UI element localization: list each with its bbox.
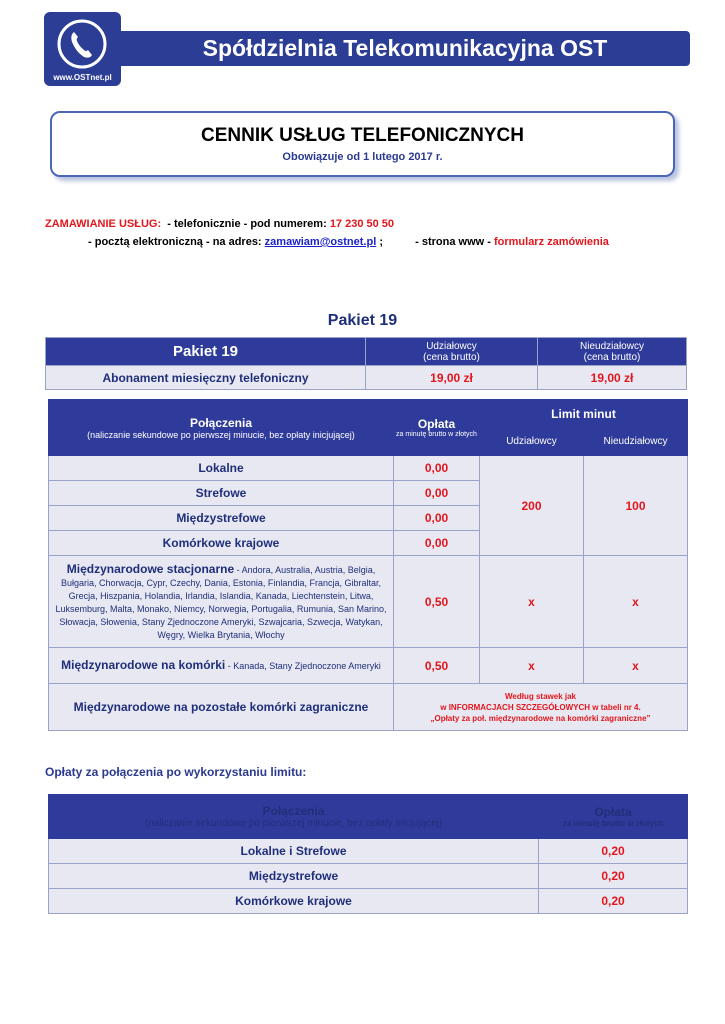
header-connections bbox=[49, 795, 539, 839]
row-label: Strefowe bbox=[49, 481, 394, 506]
subscription-label: Abonament miesięczny telefoniczny bbox=[46, 366, 366, 390]
package-name: Pakiet 19 bbox=[46, 338, 366, 366]
table-row bbox=[49, 889, 688, 914]
row-label: Komórkowe krajowe bbox=[49, 531, 394, 556]
ordering-line-1 bbox=[45, 218, 394, 230]
page-title: CENNIK USŁUG TELEFONICZNYCH bbox=[201, 125, 524, 146]
ordering-phone-number: 17 230 50 50 bbox=[329, 218, 395, 230]
col-shareholders-label: Udziałowcy bbox=[426, 340, 477, 352]
phone-icon bbox=[56, 18, 108, 70]
header-connections-label: Połączenia bbox=[189, 415, 253, 430]
header-fee-sub: za minutę brutto w złotych bbox=[562, 819, 664, 828]
order-form-link[interactable]: formularz zamówienia bbox=[493, 236, 609, 248]
other-note-line-3: „Opłaty za poł. międzynarodowe na komórki zagraniczne” bbox=[430, 713, 651, 723]
row-fee: 0,00 bbox=[394, 481, 480, 506]
subscription-price-non-shareholders: 19,00 zł bbox=[538, 366, 687, 390]
ordering-label: ZAMAWIANIE USŁUG: bbox=[45, 218, 162, 230]
intl-fixed-limit-non-shareholders: x bbox=[584, 556, 688, 648]
table-row bbox=[49, 648, 688, 684]
intl-mobile-countries: - Kanada, Stany Zjednoczone Ameryki bbox=[225, 660, 381, 671]
table-row bbox=[49, 684, 688, 731]
row-label: Lokalne i Strefowe bbox=[49, 839, 539, 864]
table-header bbox=[49, 795, 688, 839]
subscription-price-shareholders: 19,00 zł bbox=[366, 366, 538, 390]
ordering-www-text: - strona www - bbox=[415, 236, 491, 248]
table-row bbox=[46, 366, 687, 390]
after-limit-heading: Opłaty za połączenia po wykorzystaniu limitu: bbox=[45, 765, 307, 779]
ordering-line-2 bbox=[88, 236, 609, 248]
after-limit-table bbox=[48, 794, 688, 914]
header-connections bbox=[49, 400, 394, 456]
row-label: Międzystrefowe bbox=[49, 506, 394, 531]
other-mobile-note bbox=[394, 684, 688, 731]
table-row bbox=[49, 556, 688, 648]
other-note-line-1: Według stawek jak bbox=[505, 691, 576, 701]
ordering-email-text: - pocztą elektroniczną - na adres: bbox=[88, 236, 262, 248]
row-fee: 0,20 bbox=[539, 839, 688, 864]
table-header bbox=[49, 400, 688, 428]
header-fee bbox=[539, 795, 688, 839]
table-row bbox=[49, 839, 688, 864]
table-header bbox=[46, 338, 687, 366]
row-fee: 0,20 bbox=[539, 864, 688, 889]
logo bbox=[44, 12, 121, 86]
header-fee-label: Opłata bbox=[594, 805, 632, 819]
limit-non-shareholders: 100 bbox=[584, 456, 688, 556]
intl-fixed-label: Międzynarodowe stacjonarne bbox=[66, 561, 235, 576]
ordering-phone-text: - telefonicznie - pod numerem: bbox=[167, 218, 327, 230]
header-fee-label: Opłata bbox=[417, 417, 456, 431]
col-shareholders-sub: (cena brutto) bbox=[423, 351, 480, 363]
calls-table bbox=[48, 399, 688, 731]
header-connections-sub: (naliczanie sekundowe po pierwszej minucie, bez opłaty inicjującej) bbox=[87, 429, 355, 440]
table-row bbox=[49, 456, 688, 481]
col-non-shareholders-label: Nieudziałowcy bbox=[580, 340, 644, 352]
limit-shareholders: 200 bbox=[480, 456, 584, 556]
intl-fixed-countries: - Andora, Australia, Austria, Belgia, Bułgaria, Chorwacja, Cypr, Czechy, Dania, Estonia, Finlandia, Francja, Gibraltar, Grecja, Hiszpania, Holandia, Irlandia, Islandia, Kanada, Liechtenstein, Litwa, Luksemburg, Malta, Monako, Niemcy, Norwegia, Portugalia, Rumunia, San Marino, Słowacja, Słowenia, Stany Zjednoczone Ameryki, Szwajcaria, Szwecja, Watykan, Węgry, Wielka Brytania, Włochy bbox=[55, 564, 387, 640]
intl-mobile-limit-non-shareholders: x bbox=[584, 648, 688, 684]
header-fee bbox=[394, 400, 480, 456]
valid-from: Obowiązuje od 1 lutego 2017 r. bbox=[282, 151, 443, 163]
intl-mobile-cell bbox=[49, 648, 394, 684]
header-limit-shareholders: Udziałowcy bbox=[480, 428, 584, 456]
title-box bbox=[50, 111, 675, 177]
intl-mobile-limit-shareholders: x bbox=[480, 648, 584, 684]
logo-url: www.OSTnet.pl bbox=[53, 73, 112, 82]
row-label: Międzystrefowe bbox=[49, 864, 539, 889]
col-non-shareholders-sub: (cena brutto) bbox=[583, 351, 641, 363]
row-label: Komórkowe krajowe bbox=[49, 889, 539, 914]
header-connections-label: Połączenia bbox=[262, 804, 325, 818]
header-limit: Limit minut bbox=[480, 400, 688, 428]
header-limit-non-shareholders: Nieudziałowcy bbox=[584, 428, 688, 456]
intl-fixed-cell bbox=[49, 556, 394, 648]
col-shareholders bbox=[366, 338, 538, 366]
row-fee: 0,00 bbox=[394, 531, 480, 556]
table-row bbox=[49, 864, 688, 889]
row-fee: 0,00 bbox=[394, 506, 480, 531]
intl-mobile-fee: 0,50 bbox=[394, 648, 480, 684]
email-suffix: ; bbox=[379, 236, 383, 248]
intl-fixed-fee: 0,50 bbox=[394, 556, 480, 648]
email-link[interactable]: zamawiam@ostnet.pl bbox=[264, 236, 377, 248]
row-label: Lokalne bbox=[49, 456, 394, 481]
package-price-table bbox=[45, 337, 687, 390]
intl-mobile-label: Międzynarodowe na komórki bbox=[61, 657, 226, 672]
row-fee: 0,20 bbox=[539, 889, 688, 914]
intl-fixed-limit-shareholders: x bbox=[480, 556, 584, 648]
other-mobile-label: Międzynarodowe na pozostałe komórki zagraniczne bbox=[49, 684, 394, 731]
col-non-shareholders bbox=[538, 338, 687, 366]
company-banner: Spółdzielnia Telekomunikacyjna OST bbox=[120, 31, 690, 66]
other-note-line-2: w INFORMACJACH SZCZEGÓŁOWYCH w tabeli nr 4. bbox=[440, 702, 641, 712]
header-fee-sub: za minutę brutto w złotych bbox=[396, 431, 477, 438]
row-fee: 0,00 bbox=[394, 456, 480, 481]
header-connections-sub: (naliczanie sekundowe po pierwszej minucie, bez opłaty inicjującej) bbox=[144, 818, 443, 829]
package-heading: Pakiet 19 bbox=[327, 312, 398, 329]
